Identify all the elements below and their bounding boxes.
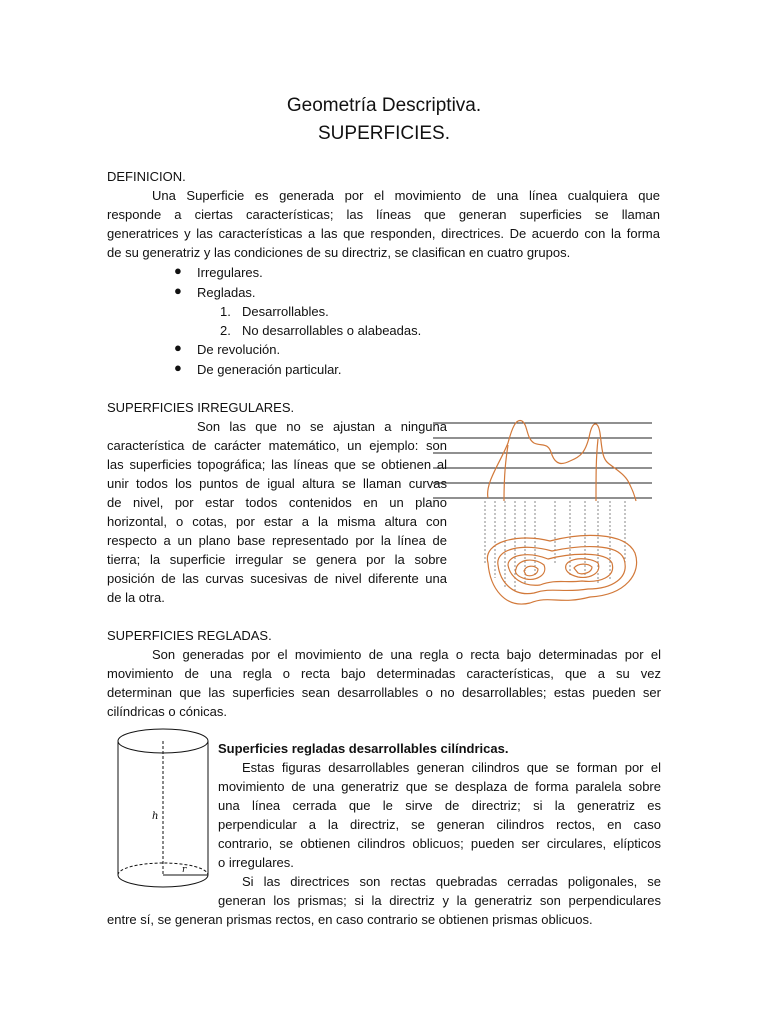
bullet-icon: ● [174, 340, 182, 355]
paragraph-line: determinan que las superficies sean desarrollables o no desarrollables; estas pueden ser [107, 685, 661, 700]
paragraph-line: o irregulares. [218, 855, 294, 870]
paragraph-line: de su generatriz y las condiciones de su directriz, se clasifican en cuatro grupos. [107, 245, 571, 260]
paragraph-line: tierra; la superficie irregular se genera por la sobre [107, 552, 447, 567]
list-number: 2. [220, 323, 231, 338]
list-subitem: No desarrollables o alabeadas. [242, 323, 422, 338]
paragraph-line: Una Superficie es generada por el movimiento de una línea cualquiera que [152, 188, 660, 203]
paragraph-line: responde a ciertas características; las líneas que generan superficies se llaman [107, 207, 660, 222]
paragraph-line: unir todos los puntos de igual altura se llaman curvas [107, 476, 447, 491]
subsection-heading-cilindricas: Superficies regladas desarrollables cilíndricas. [218, 741, 509, 756]
paragraph-line: las superficies topográfica; las líneas que se obtienen al [107, 457, 447, 472]
paragraph-line: característica de carácter matemático, un ejemplo: son [107, 438, 447, 453]
paragraph-line: Estas figuras desarrollables generan cilindros que se forman por el [242, 760, 661, 775]
radius-label: r [182, 865, 187, 875]
cylinder-figure [108, 725, 218, 900]
paragraph-line: de la otra. [107, 590, 165, 605]
paragraph-line: generan los prismas; si la directriz y la generatriz son perpendiculares [218, 893, 661, 908]
paragraph-line: movimiento de una generatriz que se desplaza de forma paralela sobre [218, 779, 661, 794]
paragraph-line: contrario, se obtienen cilindros oblicuos; pueden ser circulares, elípticos [218, 836, 661, 851]
topographic-surface-figure [430, 413, 660, 613]
list-subitem: Desarrollables. [242, 304, 329, 319]
paragraph-line: una línea cerrada que le sirve de directriz; si la generatriz es [218, 798, 661, 813]
paragraph-line: Si las directrices son rectas quebradas cerradas poligonales, se [242, 874, 661, 889]
section-heading-definicion: DEFINICION. [107, 169, 186, 184]
bullet-icon: ● [174, 360, 182, 375]
paragraph-line: respecto a un plano base representado por la línea de [107, 533, 447, 548]
paragraph-line: horizontal, o cotas, por estar a la misma altura con [107, 514, 447, 529]
section-heading-irregulares: SUPERFICIES IRREGULARES. [107, 400, 295, 415]
height-label: h [152, 811, 159, 822]
bullet-icon: ● [174, 283, 182, 298]
paragraph-line: perpendicular a la directriz, se generan cilindros rectos, en caso [218, 817, 661, 832]
page-title: Geometría Descriptiva. [286, 95, 482, 116]
bullet-icon: ● [174, 263, 182, 278]
paragraph-line: Son las que no se ajustan a ninguna [197, 419, 447, 434]
section-heading-regladas: SUPERFICIES REGLADAS. [107, 628, 272, 643]
paragraph-line: movimiento de una regla o recta bajo determinadas características, que a su vez [107, 666, 661, 681]
paragraph-line: posición de las curvas sucesivas de nivel diferente una [107, 571, 447, 586]
list-item: De generación particular. [197, 362, 342, 377]
list-item: De revolución. [197, 342, 281, 357]
paragraph-line: entre sí, se generan prismas rectos, en caso contrario se obtienen prismas oblicuos. [107, 912, 593, 927]
paragraph-line: de nivel, por estar todos contenidos en un plano [107, 495, 447, 510]
list-item: Regladas. [197, 285, 256, 300]
page-subtitle: SUPERFICIES. [318, 123, 450, 144]
paragraph-line: Son generadas por el movimiento de una regla o recta bajo determinadas por el [152, 647, 661, 662]
paragraph-line: generatrices y las características a las que responden, directrices. De acuerdo con la forma [107, 226, 660, 241]
paragraph-line: cilíndricas o cónicas. [107, 704, 227, 719]
list-number: 1. [220, 304, 231, 319]
list-item: Irregulares. [197, 265, 263, 280]
